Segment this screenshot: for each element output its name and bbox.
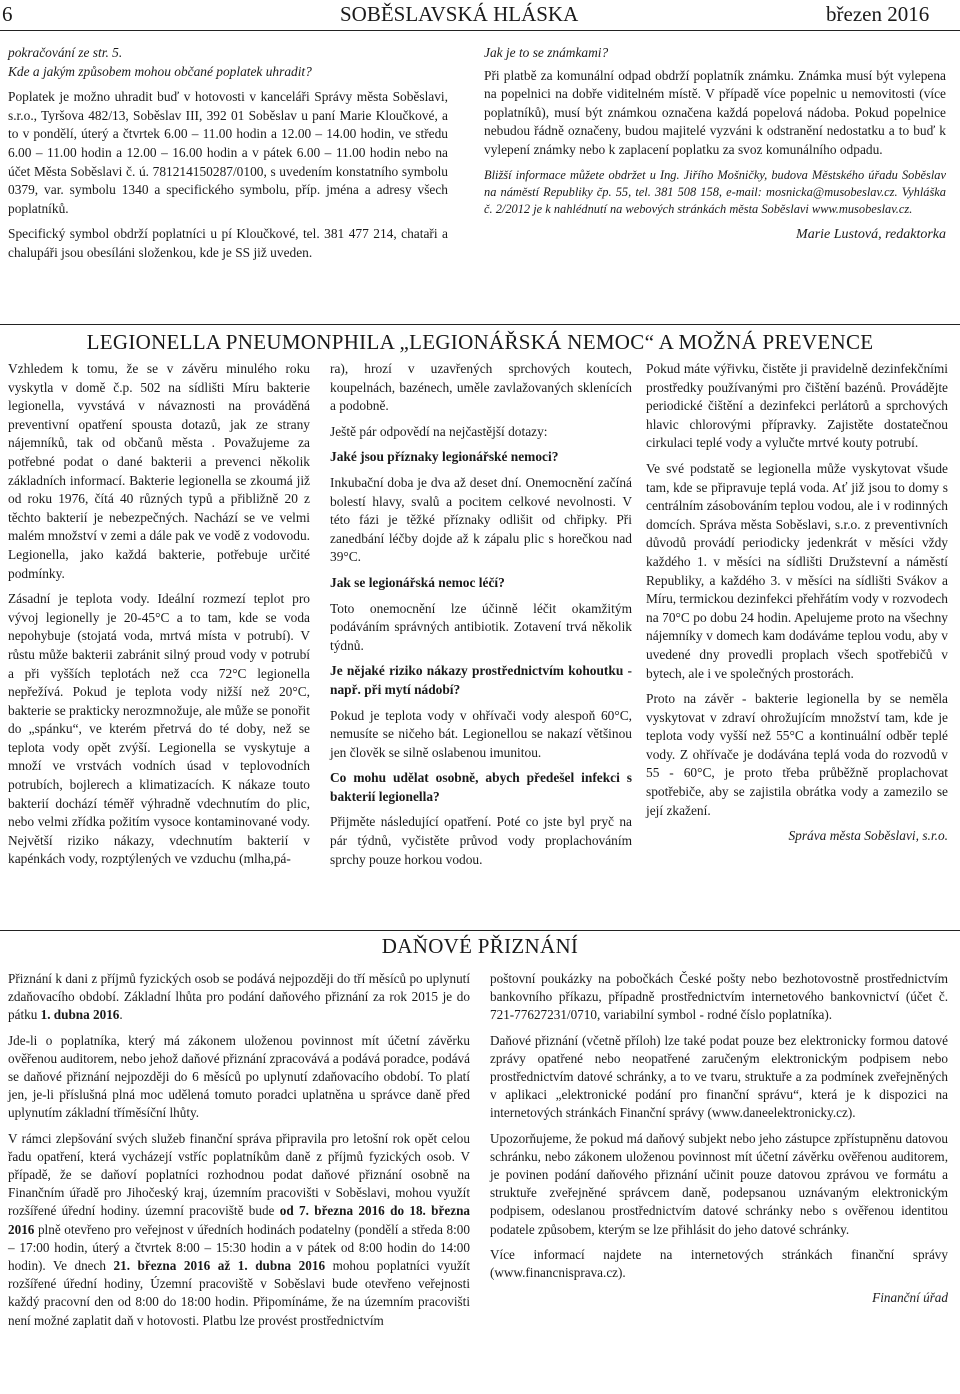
continued-note: pokračování ze str. 5. xyxy=(8,45,123,60)
office-hours-text-3: mohou poplatníci využít rozšířené úřední hodiny, Územní pracoviště v Soběslavi bude otevřeno veřejnosti každý pracovní den od 8:00 do 18:00 hodin. Připomínáme, že na územním pracovišti není možné zaplatit daň v hotovosti. Platbu lze provést prostřednictvím xyxy=(8,1258,470,1328)
tax-office-signature: Finanční úřad xyxy=(872,1290,948,1306)
office-hours-range-1: od 7. března 2016 do 18. března 2016 xyxy=(8,1203,471,1237)
specific-symbol-paragraph: Specifický symbol obdrží poplatníci u pí Kloučkové, tel. 381 477 214, chataři a chalupáři jsou obesíláni složenkou, kde je SS již uveden. xyxy=(8,226,448,260)
editor-signature: Marie Lustová, redaktorka xyxy=(796,226,946,242)
stickers-paragraph: Při platbě za komunální odpad obdrží poplatník známku. Známka musí být vylepena na popelnici na dobře viditelném místě. V případě více popelnic u nemovitosti (více poplatníků), musí být známkou označena každá popelová nádoba. Pokud popelnice nebudou řádně označeny, budou majitelé vyzváni k odstranění nedostatku a to buď k vylepení známky nebo k zaplacení poplatku za svoz komunálního odpadu. xyxy=(484,67,946,157)
faq-question-3: Je nějaké riziko nákazy prostřednictvím kohoutku - např. při mytí nádobí? xyxy=(330,663,632,697)
auditor-paragraph: Jde-li o poplatníka, který má zákonem uloženou povinnost mít účetní závěrku ověřenou auditorem, nebo jehož daňové přiznání zpracovává a podává poradce, podává se daňové přiznání nejpozději do 6 měsíců po uplynutí zdaňovacího období. To platí jen, je-li příslušná plná moc udělená tomuto poradci uplatněna u správce daně před uplynutím základní tříměsíční lhůty. xyxy=(8,1032,470,1121)
stickers-section xyxy=(484,44,946,251)
temperature-lead: Zásadní je teplota vody. xyxy=(8,591,150,607)
legionella-temperature xyxy=(8,590,310,869)
tax-right-column xyxy=(490,970,948,1314)
conclusion-paragraph: Proto na závěr - bakterie legionella by se neměla vyskytovat v zdraví ohrožujícím množství tam, kde je teplota vody vyšší než 55°C a kontinuální odběr teplé vody. Z ohřívače je dodávána teplá voda do rozvodů v 55 - 60°C, je proto třeba průběžně proplachovat spotřebiče, aby se zajistila obrátka vody a zamezilo se její zkažení. xyxy=(646,691,948,818)
tax-deadline-date: 1. dubna 2016 xyxy=(40,1007,120,1023)
tax-deadline-end: . xyxy=(119,1007,123,1023)
tax-deadline-text: Přiznání k dani z příjmů fyzických osob se podává nejpozději do tří měsíců po uplynutí zdaňovacího období. Základní lhůta pro podání daňového přiznání za rok 2015 je do pátku xyxy=(8,971,470,1023)
legionella-title: LEGIONELLA PNEUMONPHILA „LEGIONÁŘSKÁ NEMOC“ A MOŽNÁ PREVENCE xyxy=(86,330,874,354)
faq-answer-1: Inkubační doba je dva až deset dní. Onemocnění začíná bolestí hlavy, svalů a pocitem celkové nevolnosti. V této fázi je těžké příznaky odlišit od chřipky. Při zanedbání léčby dojde až k zápalu plic s horečkou nad 39°C. xyxy=(330,474,632,565)
office-hours-paragraph xyxy=(8,1130,470,1330)
header-rule xyxy=(0,30,960,31)
legionella-column-2 xyxy=(330,360,632,876)
office-hours-text-1: V rámci zlepšování svých služeb finanční správa připravila pro letošní rok opět celou řadu opatření, která vycházejí vstříc poplatníkům daně z příjmů fyzických osob. V případě, že se daňoví poplatníci rozhodnou podat daňové přiznání osobně na Finančním úřadě pro Jihočeský kraj, územním pracovišti v Soběslavi, mohou využít rozšířené úřední hodiny. územní pracoviště bude xyxy=(8,1130,470,1219)
data-box-paragraph: Upozorňujeme, že pokud má daňový subjekt nebo jeho zástupce zpřístupněnu datovou schránku, nebo zákonem uloženou povinnost mít účetní závěrku ověřenou auditorem, je povinen podání daňového přiznání učinit pouze datovou zprávou ve formátu a struktuře zveřejněné správcem daně, podepsanou uznávaným elektronickým podpisem, odeslanou prostřednictvím datové schránky nebo s ověřenou identitou podatele způsobem, kterým se lze přihlásit do jeho datové schránky. xyxy=(490,1130,948,1237)
faq-answer-3: Pokud je teplota vody v ohřívači vody alespoň 60°C, nemusíte se ničeho bát. Legionellou se nakazí většinou jen člověk se silně oslabenou imunitou. xyxy=(330,707,632,760)
info-paragraph: Bližší informace můžete obdržet u Ing. Jiřího Mošničky, budova Městského úřadu Soběslav na náměstí Republiky čp. 55, tel. 381 508 158, e-mail: mosnicka@musobeslav.cz. Vyhláška č. 2/2012 je k nahlédnutí na webových stránkách města Soběslavi www.musobeslav.cz. xyxy=(484,167,946,217)
disinfection-paragraph: Ve své podstatě se legionella může vyskytovat všude tam, kde se připravuje teplá voda. Ať již jsou to domy s centrálním zásobováním teplou vodou, ale i v rodinných domcích. Správa města Soběslavi, s.r.o. z preventivních důvodů provádí periodicky jedenkrát v měsíci vždy každého 1. v měsíci na sídlišti Družstevní a náměstí Republiky, a každého 3. v měsíci na sídlišti Svákov a Míru, termickou dezinfekci přehřátím vody v rozvodech na 70°C po dobu 24 hodin. Apelujeme proto na všechny nájemníky v domech kam dodáváme teplou vodu, aby v uvedené dny provedli proplach všech spotřebičů v bytech, ale i ve společných prostorách. xyxy=(646,460,948,681)
faq-answer-2: Toto onemocnění lze účinně léčit okamžitým podáváním správných antibiotik. Zotavení trvá několik týdnů. xyxy=(330,600,632,653)
faq-question-4: Co mohu udělat osobně, abych předešel infekci s bakterií legionella? xyxy=(330,770,632,804)
tax-deadline xyxy=(8,970,470,1025)
tax-left-column xyxy=(8,970,470,1337)
payment-methods-paragraph: poštovní poukázky na pobočkách České pošty nebo bezhotovostně prostřednictvím bankovního příkazu, případně prostřednictvím internetového bankovnictví (účet č. 721-77627231/0710, variabilní symbol - rodné číslo poplatníka). xyxy=(490,971,948,1023)
legionella-intro: Vzhledem k tomu, že se v závěru minulého roku vyskytla v domě č.p. 502 na sídlišti Míru bakterie legionella, vyvstává v návaznosti na prováděná preventivní opatření spousta dotazů, jak ze strany nájemníků, tak od občanů města . Považujeme za potřebné podat o dané bakterii a prevenci několik základních informací. Bakterie legionella se zkoumá již od roku 1976, čítá 40 různých typů a přibližně 20 z těchto bakterií je nebezpečných. Nachází se ve velmi malém množství v zemi a dále pak ve vodě z vodovodu. Legionella, jako každá bakterie, potřebuje určité podmínky. xyxy=(8,361,310,581)
more-info-paragraph: Více informací najdete na internetových stránkách finanční správy (www.financnisprava.cz). xyxy=(490,1246,948,1281)
page-number: 6 xyxy=(2,2,13,26)
faq-question-2: Jak se legionářská nemoc léčí? xyxy=(330,574,505,590)
faq-question-1: Jaké jsou příznaky legionářské nemoci? xyxy=(330,449,559,465)
legionella-column-1 xyxy=(8,360,310,876)
temperature-body: Ideální rozmezí teplot pro vývoj legionelly je 20-45°C a to tam, kde se voda nepohybuje (stojatá voda, mrtvá místa v potrubí). V růstu může bakterii zabránit silný proud vody v potrubí a při vyšších teplotách než cca 72°C legionella nepřežívá. Pokud je teplota vody nižší než 20°C, bakterie se prakticky nerozmnožuje, ale může se ponořit do „spánku“, ve kterém přetrvá do té doby, než se teplota vody opět zvýší. Legionella se vyskytuje a množí ve vrstvách vodních úsad v teplovodních potrubích, bojlerech a klimatizacích. K nákaze touto bakterií dochází téměř výhradně vdechnutím do plic, nebo velmi zřídka požitím vysoce kontaminované vody. Největší riziko nákazy, vdechnutím bakterií v kapénkách vody, rozptýlených ve vzduchu (mlha,pá- xyxy=(8,591,310,867)
payment-question: Kde a jakým způsobem mohou občané poplatek uhradit? xyxy=(8,63,312,79)
fee-payment-section xyxy=(8,44,448,270)
issue-date: březen 2016 xyxy=(826,2,930,26)
section-rule-legionella xyxy=(0,324,960,325)
tax-title: DAŇOVÉ PŘIZNÁNÍ xyxy=(381,934,579,958)
section-rule-tax xyxy=(0,930,960,931)
legionella-column-3 xyxy=(646,360,948,853)
payment-paragraph: Poplatek je možno uhradit buď v hotovosti v kanceláři Správy města Soběslavi, s.r.o., Tyršova 482/13, Soběslav III, 392 01 Soběslav u paní Marie Kloučkové, a to v pondělí, úterý a čtvrtek 6.00 – 11.00 hodin a 12.00 – 14.00 hodin, ve středu 6.00 – 11.00 hodin a 12.00 – 16.00 hodin a v pátek 6.00 – 11.00 hodin nebo na účet Města Soběslavi č. ú. 781214150287/0100, s uvedením konstatního symbolu 0379, var. symbolu 1340 a specifického symbolu, příp. jména a adresy všech poplatníků. xyxy=(8,89,448,216)
faq-intro: Ještě pár odpovědí na nejčastější dotazy: xyxy=(330,423,548,439)
masthead: SOBĚSLAVSKÁ HLÁSKA xyxy=(340,2,579,26)
office-hours-range-2: 21. března 2016 až 1. dubna 2016 xyxy=(113,1258,326,1274)
legionella-signature: Správa města Soběslavi, s.r.o. xyxy=(788,828,948,844)
column2-continuation: ra), hrozí v uzavřených sprchových koutech, koupelnách, bazénech, uměle zavlažovaných sklenících a podobně. xyxy=(330,361,632,414)
office-hours-text-2: plně otevřeno pro veřejnost v úředních hodinách podatelny (pondělí a středa 8:00 – 17:00 hodin, úterý a čtvrtek 8:00 – 15:30 hodin a v pátek od 8:00 hodin do 14:00 hodin). Ve dnech xyxy=(8,1221,470,1274)
faq-answer-4: Přijměte následující opatření. Poté co jste byl pryč na pár týdnů, vyčistěte průvod vody proplachováním sprchy pouze horkou vodou. xyxy=(330,814,632,867)
whirlpool-paragraph: Pokud máte výřivku, čistěte ji pravidelně dezinfekčními prostředky používanými pro čištění bazénů. Provádějte periodické čištění a dezinfekci perlátorů a sprchových hlavic chlorovými přípravky. Zajistěte dostatečnou cirkulaci teplé vody a vylučte mrtvé kouty potrubí. xyxy=(646,361,948,451)
stickers-question: Jak je to se známkami? xyxy=(484,45,609,60)
electronic-filing-paragraph: Daňové přiznání (včetně příloh) lze také podat pouze bez elektronicky formou datové zprávy opatřené nebo neopatřené zaručeným elektronickým podpisem nebo prostřednictvím datové schránky, a to ve tvaru, struktuře a za podmínek zveřejněných v aplikaci „elektronické podání pro finanční správu“, která je k dispozici na internetových stránkách Finanční správy (www.daneelektronicky.cz). xyxy=(490,1032,948,1121)
